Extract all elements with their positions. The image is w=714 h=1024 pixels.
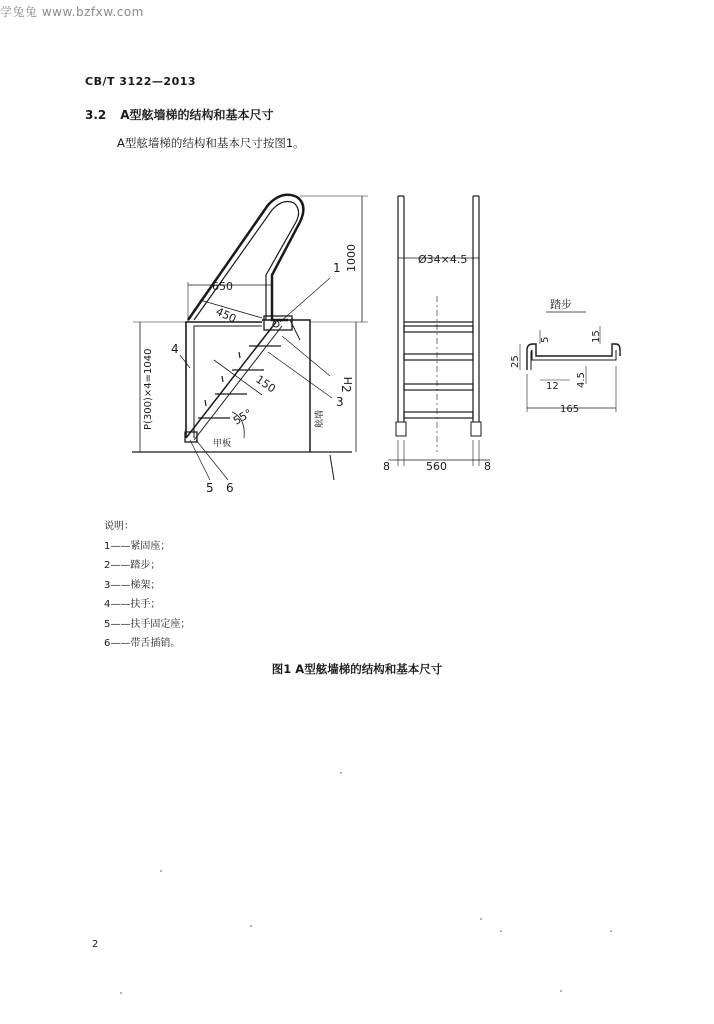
front-handrail-right [473, 196, 479, 422]
step-dim-5: 5 [540, 336, 551, 343]
ladder-frame [186, 322, 262, 438]
step-dim-165: 165 [560, 404, 580, 415]
callout-3: 3 [336, 395, 344, 409]
legend-item: 6——带舌插销。 [104, 638, 181, 649]
dim-1000: 1000 [345, 244, 358, 272]
legend [104, 517, 190, 654]
dim-560: 560 [426, 460, 447, 473]
legend-item: 2——踏步； [104, 560, 161, 571]
front-view [383, 196, 491, 473]
body-paragraph: A型舷墙梯的结构和基本尺寸按图1。 [117, 136, 305, 150]
step-dim-4-5: 4.5 [576, 372, 587, 388]
legend-title: 说明： [104, 521, 134, 532]
callout-5: 5 [206, 481, 214, 495]
dim-8-right: 8 [484, 460, 491, 473]
step-dim-25: 25 [510, 355, 521, 368]
side-view [132, 195, 368, 495]
legend-item: 5——扶手固定座； [104, 618, 191, 630]
watermark: 学兔兔 www.bzfxw.com [0, 5, 144, 19]
legend-item: 1——紧固座； [104, 540, 171, 552]
figure-caption: 图1 A型舷墙梯的结构和基本尺寸 [271, 662, 443, 676]
dim-pitch: P(300)×4=1040 [143, 348, 154, 430]
callout-4: 4 [171, 342, 179, 356]
section-title: A型舷墙梯的结构和基本尺寸 [120, 108, 274, 122]
legend-item: 4——扶手； [104, 599, 161, 610]
bulwark-label: 舷墙 [315, 409, 325, 428]
pipe-dimension: Ø34×4.5 [418, 253, 468, 266]
section-number: 3.2 [85, 108, 107, 122]
front-handrail-left [398, 196, 404, 422]
legend-item: 3——梯架； [104, 579, 161, 591]
figure-1-drawing [0, 180, 714, 500]
step-detail-title: 踏步 [550, 298, 572, 311]
callout-2: 2 [339, 385, 353, 393]
dim-650: 650 [212, 280, 233, 293]
page-number: 2 [92, 939, 99, 950]
document-code: CB/T 3122—2013 [85, 75, 197, 88]
step-detail [510, 297, 620, 415]
step-dim-12: 12 [546, 381, 559, 392]
step-dim-15: 15 [591, 330, 602, 343]
dim-h: H [342, 376, 355, 385]
section-heading [85, 106, 274, 123]
dim-450: 450 [213, 304, 239, 326]
angle-label: 55° [231, 406, 255, 428]
callout-6: 6 [226, 481, 234, 495]
dim-150: 150 [253, 372, 278, 396]
callout-1: 1 [333, 261, 341, 275]
deck-label: 甲板 [213, 439, 232, 449]
step-profile [527, 344, 620, 370]
dim-8-left: 8 [383, 460, 390, 473]
